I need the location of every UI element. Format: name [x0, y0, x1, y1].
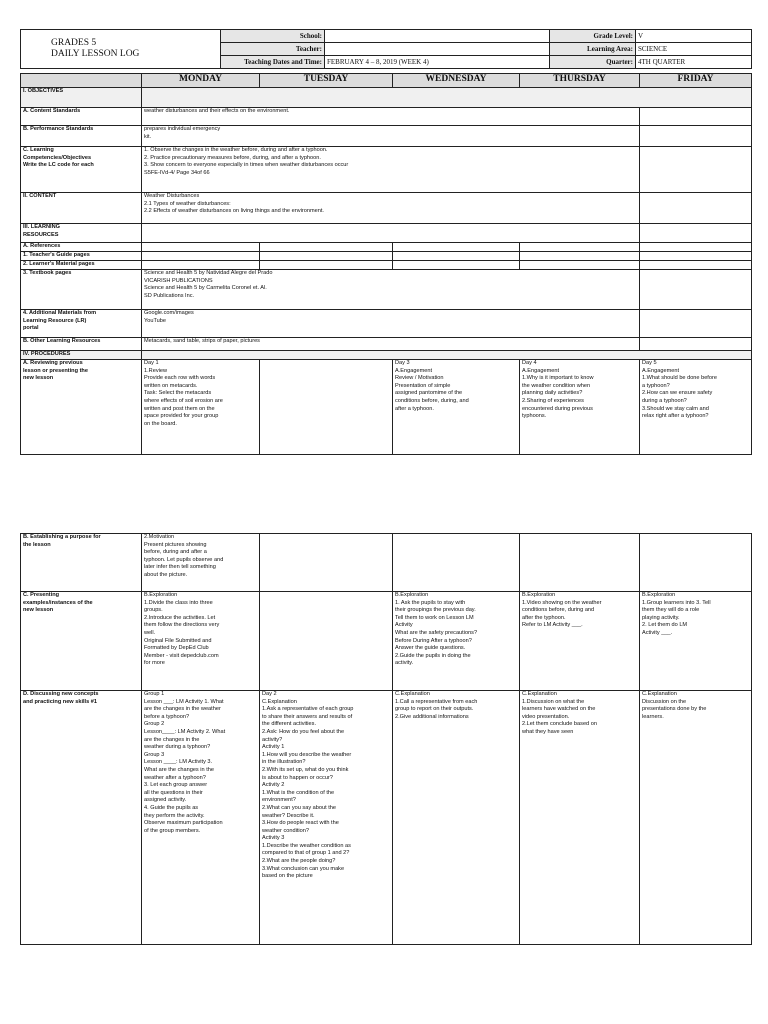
competencies-cell: 1. Observe the changes in the weather before, during and after a typhoon. 2. Practice precautionary measures before, during, and after a typhoon. 3. Show concern to everyone especially in times when weather disturbances occur S5FE-IVd-4/ Page 34of 66 — [142, 147, 640, 193]
reviewing-thursday: Day 4 A.Engagement 1.Why is it important to know the weather condition when planning daily activities? 2.Sharing of experiences encountered during previous typhoons. — [520, 360, 640, 455]
learning-resources-friday — [640, 224, 752, 243]
reviewing-monday: Day 1 1.Review Provide each row with words written on metacards. Task: Select the metacards where effects of soil erosion are written and post them on the space provided for your group on the board. — [142, 360, 260, 455]
other-resources-cell: Metacards, sand table, strips of paper, pictures — [142, 338, 640, 351]
reviewing-friday: Day 5 A.Engagement 1.What should be done before a typhoon? 2.How can we ensure safety during a typhoon? 3.Should we stay calm and relax right after a typhoon? — [640, 360, 752, 455]
establishing-wednesday — [393, 534, 520, 592]
row-label-objectives: I. OBJECTIVES — [21, 88, 142, 108]
learning-area-label: Learning Area: — [550, 43, 636, 56]
row-label-learning-resources: III. LEARNING RESOURCES — [21, 224, 142, 243]
row-label-establishing-purpose: B. Establishing a purpose for the lesson — [21, 534, 142, 592]
teachers-guide-thu — [520, 252, 640, 261]
school-field — [325, 30, 550, 43]
grade-level-value: V — [636, 30, 752, 43]
textbook-pages-cell: Science and Health 5 by Natividad Alegre del Prado VICARISH PUBLICATIONS Science and Health 5 by Carmelita Coronel et. Al. SD Publications Inc. — [142, 270, 640, 310]
presenting-wednesday: B.Exploration 1. Ask the pupils to stay with their groupings the previous day. Tell them to work on Lesson LM Activity What are the safety precautions? Before During After a typhoon? Answer the guide questions. 2.Guide the pupils in doing the activity. — [393, 592, 520, 691]
discussing-friday: C.Explanation Discussion on the presentations done by the learners. — [640, 691, 752, 945]
document-title — [21, 30, 221, 69]
row-label-content: II. CONTENT — [21, 193, 142, 224]
establishing-tuesday — [260, 534, 393, 592]
teachers-guide-mon — [142, 252, 260, 261]
teachers-guide-tue — [260, 252, 393, 261]
row-label-performance-standards: B. Performance Standards — [21, 126, 142, 147]
performance-standards-cell: prepares individual emergency kit. — [142, 126, 640, 147]
row-label-discussing-concepts: D. Discussing new concepts and practicing new skills #1 — [21, 691, 142, 945]
row-label-other-resources: B. Other Learning Resources — [21, 338, 142, 351]
row-label-textbook-pages: 3. Textbook pages — [21, 270, 142, 310]
row-label-additional-materials: 4. Additional Materials from Learning Resource (LR) portal — [21, 310, 142, 338]
additional-materials-cell: Google.com/images YouTube — [142, 310, 640, 338]
teachers-guide-wed — [393, 252, 520, 261]
presenting-thursday: B.Exploration 1.Video showing on the weather conditions before, during and after the typhoon. Refer to LM Activity ___. — [520, 592, 640, 691]
dates-label: Teaching Dates and Time: — [221, 56, 325, 69]
title-line-2: DAILY LESSON LOG — [51, 49, 140, 59]
quarter-value: 4TH QUARTER — [636, 56, 752, 69]
row-label-teachers-guide: 1. Teacher's Guide pages — [21, 252, 142, 261]
learners-material-mon — [142, 261, 260, 270]
lesson-log-part-2 — [20, 533, 751, 945]
references-fri — [640, 243, 752, 252]
row-label-presenting-examples: C. Presenting examples/instances of the new lesson — [21, 592, 142, 691]
row-label-content-standards: A. Content Standards — [21, 108, 142, 126]
row-label-reviewing: A. Reviewing previous lesson or presenting the new lesson — [21, 360, 142, 455]
presenting-tuesday — [260, 592, 393, 691]
content-cell: Weather Disturbances 2.1 Types of weather disturbances: 2.2 Effects of weather disturbances on living things and the environment. — [142, 193, 640, 224]
discussing-monday: Group 1 Lesson ___: LM Activity 1. What are the changes in the weather before a typhoon? Group 2 Lesson____: LM Activity 2. What are the changes in the weather during a typhoon? Group 3 Lesson ____: LM Activity 3. What are the changes in the weather after a typhoon? 3. Let each group answer all the questions in their assigned activity. 4. Guide the pupils as they perform the activity. Observe maximum participation of the group members. — [142, 691, 260, 945]
competencies-friday — [640, 147, 752, 193]
references-wed — [393, 243, 520, 252]
references-tue — [260, 243, 393, 252]
learners-material-tue — [260, 261, 393, 270]
learning-resources-cell — [142, 224, 640, 243]
discussing-thursday: C.Explanation 1.Discussion on what the learners have watched on the video presentation. 2.Let them conclude based on what they have seen — [520, 691, 640, 945]
references-thu — [520, 243, 640, 252]
grade-level-label: Grade Level: — [550, 30, 636, 43]
references-mon — [142, 243, 260, 252]
teachers-guide-fri — [640, 252, 752, 261]
day-header-tuesday: TUESDAY — [260, 74, 393, 88]
procedures-cell — [142, 351, 752, 360]
content-friday — [640, 193, 752, 224]
presenting-friday: B.Exploration 1.Group learners into 3. Tell them they will do a role playing activity. 2. Let them do LM Activity ___. — [640, 592, 752, 691]
day-header-wednesday: WEDNESDAY — [393, 74, 520, 88]
learners-material-wed — [393, 261, 520, 270]
corner-cell — [21, 74, 142, 88]
establishing-thursday — [520, 534, 640, 592]
learners-material-thu — [520, 261, 640, 270]
content-standards-friday — [640, 108, 752, 126]
reviewing-wednesday: Day 3 A.Engagement Review / Motivation Presentation of simple assigned pantomime of the conditions before, during, and after a typhoon. — [393, 360, 520, 455]
day-header-thursday: THURSDAY — [520, 74, 640, 88]
establishing-friday — [640, 534, 752, 592]
lesson-log-part-1 — [20, 73, 751, 455]
header-block — [20, 29, 751, 69]
title-line-1: GRADES 5 — [51, 38, 97, 48]
day-header-friday: FRIDAY — [640, 74, 752, 88]
teacher-label: Teacher: — [221, 43, 325, 56]
dates-value: FEBRUARY 4 – 8, 2019 (WEEK 4) — [325, 56, 550, 69]
content-standards-cell: weather disturbances and their effects on the environment. — [142, 108, 640, 126]
teacher-field — [325, 43, 550, 56]
objectives-cell — [142, 88, 752, 108]
other-resources-friday — [640, 338, 752, 351]
school-label: School: — [221, 30, 325, 43]
row-label-competencies: C. Learning Competencies/Objectives Write the LC code for each — [21, 147, 142, 193]
quarter-label: Quarter: — [550, 56, 636, 69]
row-label-procedures: IV. PROCEDURES — [21, 351, 142, 360]
presenting-monday: B.Exploration 1.Divide the class into three groups. 2.Introduce the activities. Let them follow the directions very well. Original File Submitted and Formatted by DepEd Club Member - visit depedclub.com for more — [142, 592, 260, 691]
reviewing-tuesday — [260, 360, 393, 455]
textbook-pages-friday — [640, 270, 752, 310]
discussing-tuesday: Day 2 C.Explanation 1.Ask a representative of each group to share their answers and results of the different activities. 2.Ask: How do you feel about the activity? Activity 1 1.How will you describe the weather in the illustration? 2.With its set up, what do you think is about to happen or occur? Activity 2 1.What is the condition of the environment? 2.What can you say about the weather? Describe it. 3.How do people react with the weather condition? Activity 3 1.Describe the weather condition as compared to that of group 1 and 2? 2.What are the people doing? 3.What conclusion can you make based on the picture — [260, 691, 393, 945]
row-label-references: A. References — [21, 243, 142, 252]
learners-material-fri — [640, 261, 752, 270]
discussing-wednesday: C.Explanation 1.Call a representative from each group to report on their outputs. 2.Give additional informations — [393, 691, 520, 945]
day-header-monday: MONDAY — [142, 74, 260, 88]
performance-standards-friday — [640, 126, 752, 147]
row-label-learners-material: 2. Learner's Material pages — [21, 261, 142, 270]
establishing-monday: 2.Motivation Present pictures showing before, during and after a typhoon. Let pupils observe and later infer then tell something about the picture. — [142, 534, 260, 592]
additional-materials-friday — [640, 310, 752, 338]
learning-area-value: SCIENCE — [636, 43, 752, 56]
